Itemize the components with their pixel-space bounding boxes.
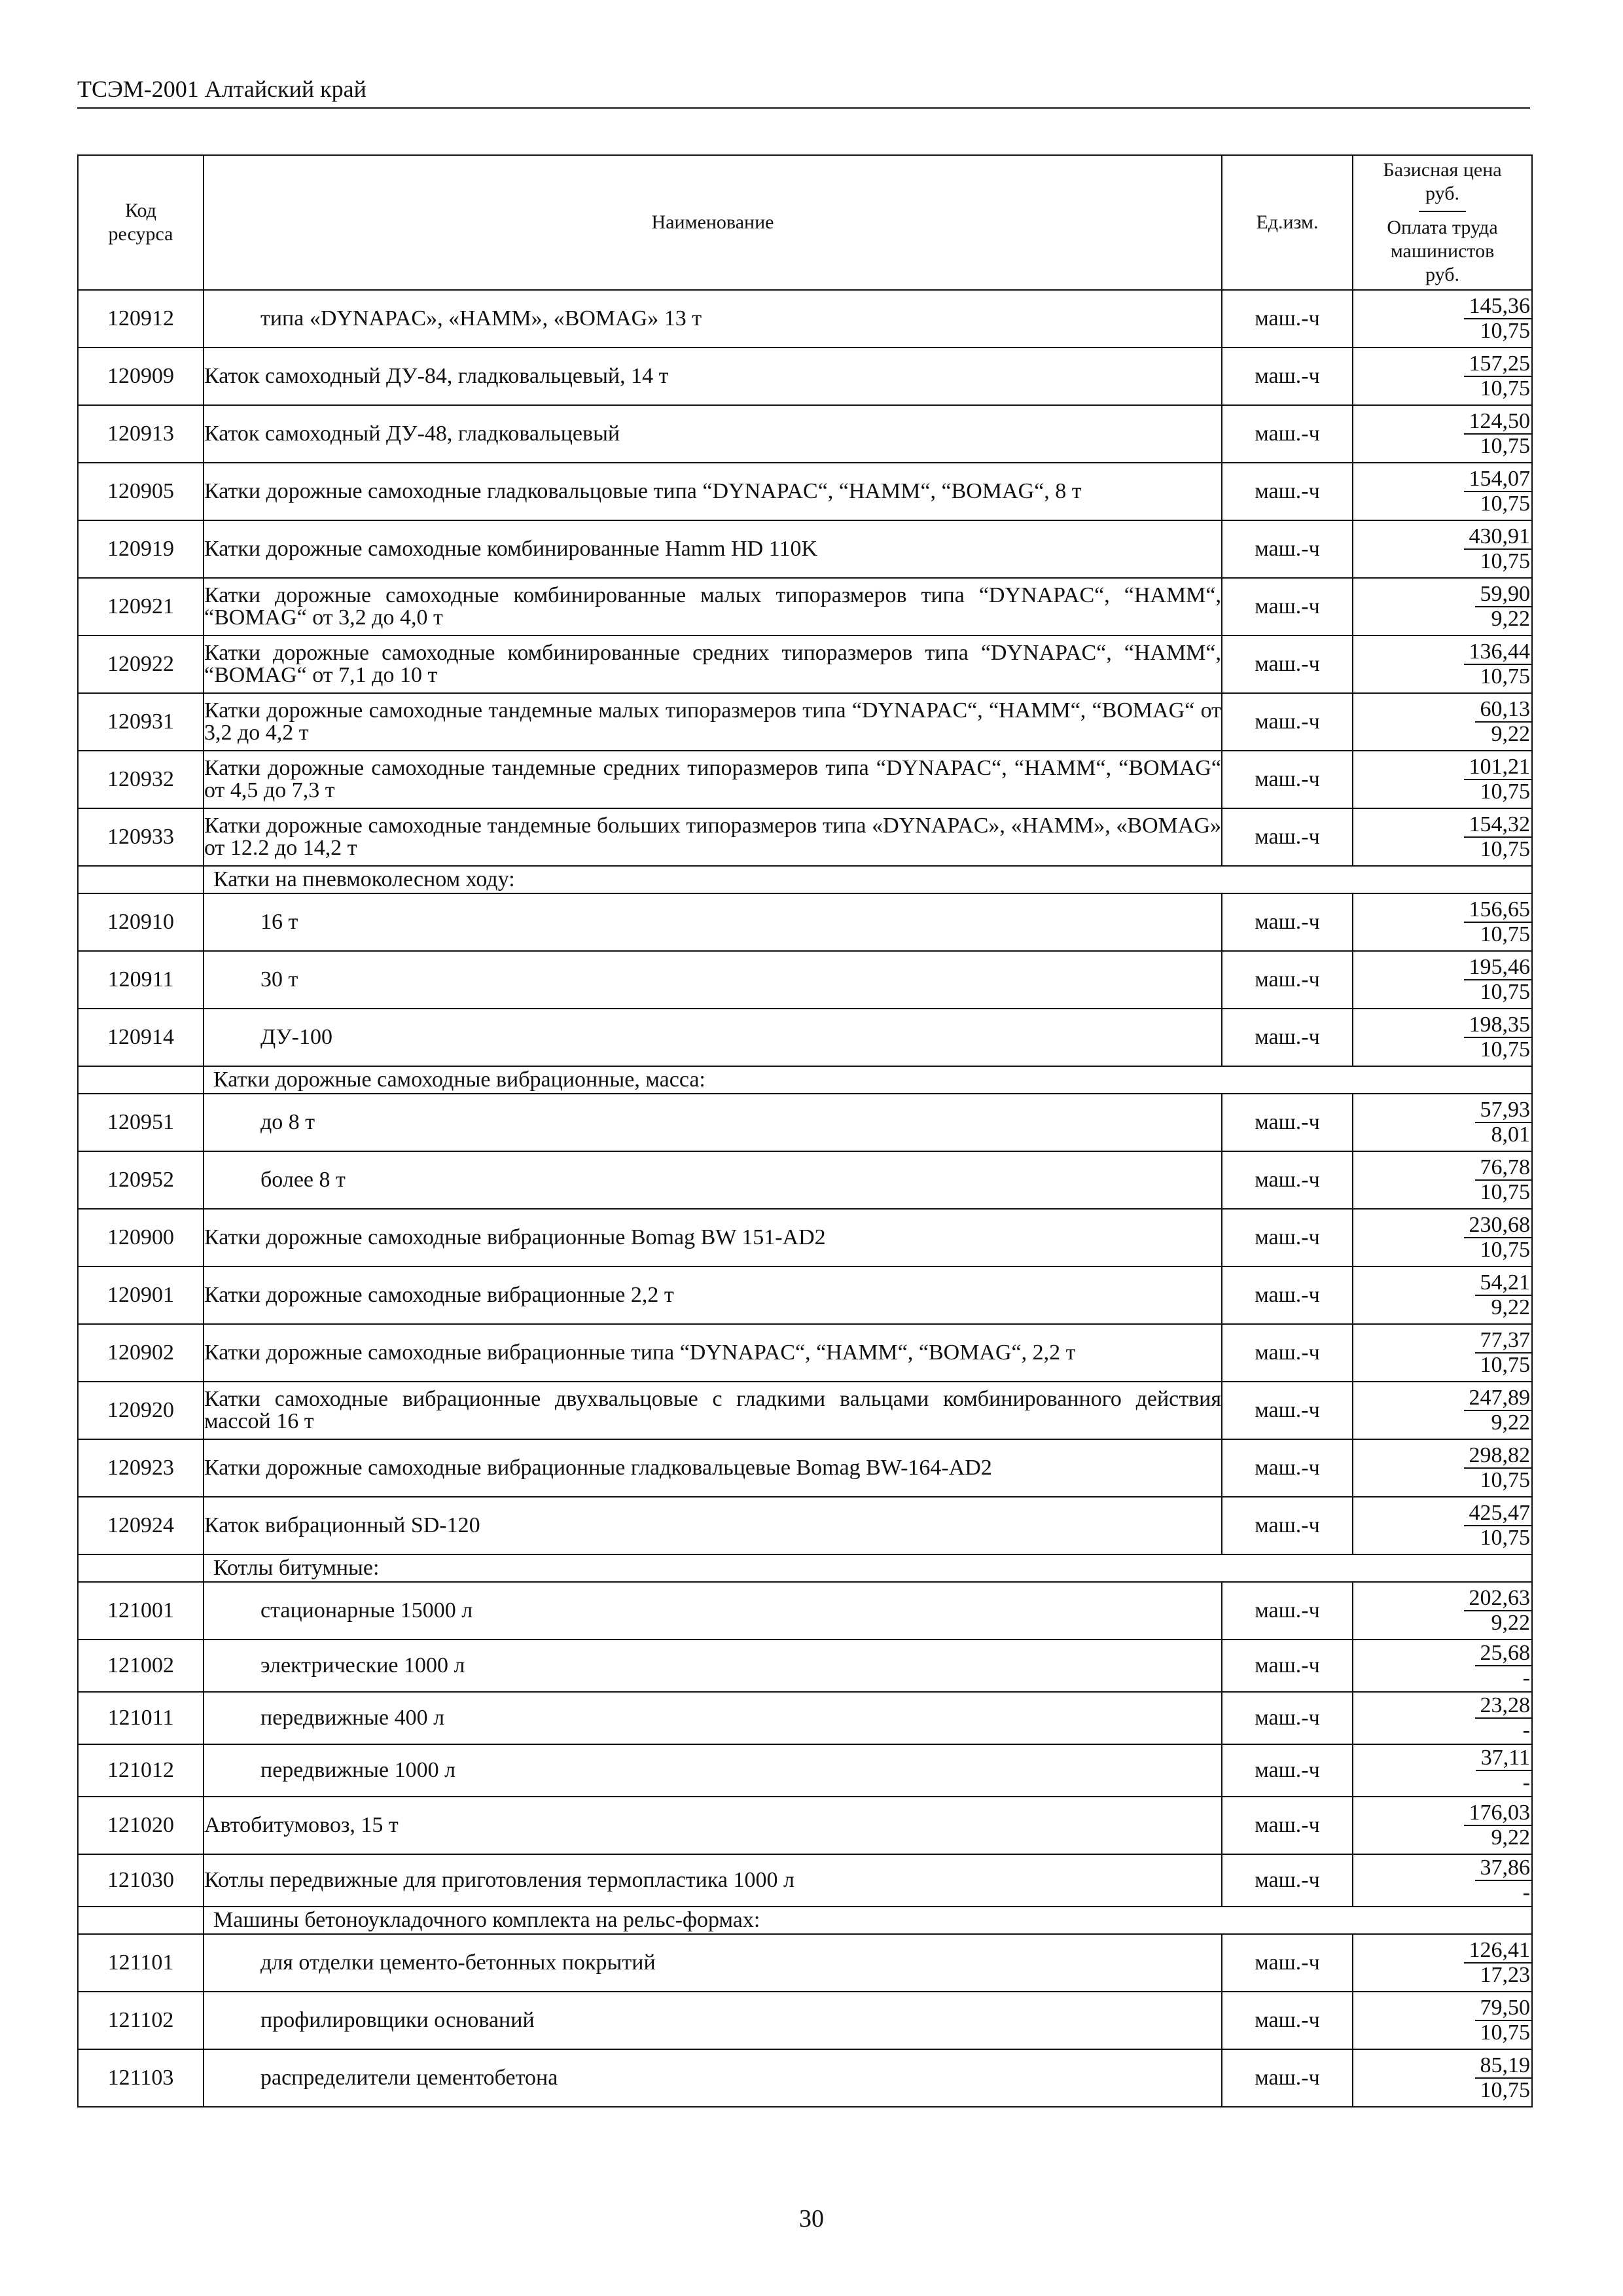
resource-name: Катки дорожные самоходные тандемные малых типоразмеров типа “DYNAPAC“, “HAMM“, “BOMAG“ от 3,2 до 4,2 т — [204, 693, 1222, 751]
unit-of-measure: маш.-ч — [1222, 1797, 1353, 1854]
unit-of-measure: маш.-ч — [1222, 578, 1353, 636]
unit-of-measure: маш.-ч — [1222, 1209, 1353, 1266]
base-price: 101,21 — [1464, 755, 1532, 780]
unit-of-measure: маш.-ч — [1222, 520, 1353, 578]
operator-wage: 9,22 — [1491, 1295, 1530, 1319]
price-fraction — [1464, 1444, 1532, 1492]
resource-name: 16 т — [204, 893, 1222, 951]
resource-name: Катки дорожные самоходные гладковальцовые типа “DYNAPAC“, “HAMM“, “BOMAG“, 8 т — [204, 463, 1222, 520]
resource-name: Котлы передвижные для приготовления термопластика 1000 л — [204, 1854, 1222, 1907]
price-cell — [1353, 520, 1532, 578]
base-price: 430,91 — [1464, 525, 1532, 550]
price-fraction — [1475, 698, 1532, 746]
resource-name: передвижные 1000 л — [204, 1744, 1222, 1797]
operator-wage: 10,75 — [1480, 922, 1530, 946]
base-price: 59,90 — [1475, 583, 1532, 607]
resource-name: передвижные 400 л — [204, 1692, 1222, 1744]
resource-name: Каток самоходный ДУ-48, гладковальцевый — [204, 405, 1222, 463]
resource-code: 120910 — [78, 893, 204, 951]
table-row — [78, 348, 1532, 405]
table-row — [78, 693, 1532, 751]
table-row — [78, 1797, 1532, 1854]
group-heading: Катки на пневмоколесном ходу: — [204, 866, 1532, 893]
base-price: 60,13 — [1475, 698, 1532, 723]
resource-code: 120952 — [78, 1151, 204, 1209]
operator-wage: 10,75 — [1480, 549, 1530, 573]
table-row — [78, 1382, 1532, 1439]
operator-wage: 10,75 — [1480, 1526, 1530, 1550]
table-row — [78, 1744, 1532, 1797]
table-header-row — [78, 155, 1532, 290]
operator-wage: 10,75 — [1480, 1353, 1530, 1377]
price-fraction — [1475, 1694, 1532, 1742]
resource-code: 121102 — [78, 1992, 204, 2049]
resource-code: 120901 — [78, 1266, 204, 1324]
group-heading: Котлы битумные: — [204, 1554, 1532, 1582]
resource-name: Катки дорожные самоходные комбинированные малых типоразмеров типа “DYNAPAC“, “HAMM“, “BOMAG“ от 3,2 до 4,0 т — [204, 578, 1222, 636]
price-cell — [1353, 1209, 1532, 1266]
price-fraction — [1464, 1213, 1532, 1262]
resource-table — [77, 154, 1533, 2108]
price-fraction — [1464, 1587, 1532, 1635]
unit-of-measure: маш.-ч — [1222, 405, 1353, 463]
group-heading-row — [78, 866, 1532, 893]
column-header-code: Код ресурса — [78, 155, 204, 290]
base-price: 57,93 — [1475, 1098, 1532, 1123]
table-row — [78, 1094, 1532, 1151]
resource-name: Катки дорожные самоходные вибрационные типа “DYNAPAC“, “HAMM“, “BOMAG“, 2,2 т — [204, 1324, 1222, 1382]
base-price: 298,82 — [1464, 1444, 1532, 1469]
table-row — [78, 520, 1532, 578]
operator-wage: 9,22 — [1491, 1611, 1530, 1635]
resource-code: 120902 — [78, 1324, 204, 1382]
unit-of-measure: маш.-ч — [1222, 1934, 1353, 1992]
base-price: 198,35 — [1464, 1013, 1532, 1038]
price-cell — [1353, 751, 1532, 808]
unit-of-measure: маш.-ч — [1222, 463, 1353, 520]
operator-wage: 10,75 — [1480, 664, 1530, 689]
price-cell — [1353, 1992, 1532, 2049]
price-cell — [1353, 1640, 1532, 1692]
table-row — [78, 290, 1532, 348]
resource-name: Катки дорожные самоходные комбинированные Hamm HD 110K — [204, 520, 1222, 578]
base-price: 85,19 — [1475, 2054, 1532, 2079]
resource-code: 120932 — [78, 751, 204, 808]
base-price: 195,46 — [1464, 956, 1532, 980]
resource-name: для отделки цементо-бетонных покрытий — [204, 1934, 1222, 1992]
operator-wage: 10,75 — [1480, 1238, 1530, 1262]
resource-name: более 8 т — [204, 1151, 1222, 1209]
price-cell — [1353, 578, 1532, 636]
price-fraction — [1464, 755, 1532, 804]
resource-code: 120951 — [78, 1094, 204, 1151]
unit-of-measure: маш.-ч — [1222, 348, 1353, 405]
operator-wage: 10,75 — [1480, 1468, 1530, 1492]
unit-of-measure: маш.-ч — [1222, 1324, 1353, 1382]
table-row — [78, 893, 1532, 951]
operator-wage: 10,75 — [1480, 319, 1530, 343]
price-cell — [1353, 951, 1532, 1009]
resource-name: распределители цементобетона — [204, 2049, 1222, 2107]
resource-code: 120931 — [78, 693, 204, 751]
resource-name: ДУ-100 — [204, 1009, 1222, 1066]
price-cell — [1353, 1266, 1532, 1324]
table-row — [78, 578, 1532, 636]
unit-of-measure: маш.-ч — [1222, 1094, 1353, 1151]
price-fraction — [1476, 1746, 1531, 1795]
resource-name: Каток самоходный ДУ-84, гладковальцевый, 14 т — [204, 348, 1222, 405]
price-fraction — [1475, 1996, 1532, 2045]
price-fraction — [1475, 1856, 1532, 1905]
base-price: 136,44 — [1464, 640, 1532, 665]
unit-of-measure: маш.-ч — [1222, 1744, 1353, 1797]
unit-of-measure: маш.-ч — [1222, 1992, 1353, 2049]
group-heading-row — [78, 1554, 1532, 1582]
unit-of-measure: маш.-ч — [1222, 1151, 1353, 1209]
resource-name: профилировщики оснований — [204, 1992, 1222, 2049]
unit-of-measure: маш.-ч — [1222, 1439, 1353, 1497]
document-title: ТСЭМ-2001 Алтайский край — [77, 76, 366, 102]
table-row — [78, 1151, 1532, 1209]
group-heading-row — [78, 1907, 1532, 1934]
column-header-price: Базисная цена руб. Оплата труда машинистов руб. — [1353, 155, 1532, 290]
price-cell — [1353, 1439, 1532, 1497]
price-cell — [1353, 348, 1532, 405]
price-cell — [1353, 1934, 1532, 1992]
price-fraction — [1464, 352, 1532, 401]
table-row — [78, 808, 1532, 866]
resource-name: типа «DYNAPAC», «HAMM», «BOMAG» 13 т — [204, 290, 1222, 348]
base-price: 230,68 — [1464, 1213, 1532, 1238]
resource-code: 121002 — [78, 1640, 204, 1692]
page-number: 30 — [799, 2205, 824, 2233]
resource-name: 30 т — [204, 951, 1222, 1009]
operator-wage: 10,75 — [1480, 780, 1530, 804]
resource-code: 121012 — [78, 1744, 204, 1797]
table-row — [78, 1439, 1532, 1497]
table-row — [78, 1209, 1532, 1266]
price-fraction — [1475, 583, 1532, 631]
table-row — [78, 405, 1532, 463]
resource-code: 120921 — [78, 578, 204, 636]
unit-of-measure: маш.-ч — [1222, 2049, 1353, 2107]
table-row — [78, 1497, 1532, 1554]
operator-wage: 9,22 — [1491, 1410, 1530, 1435]
price-fraction — [1464, 525, 1532, 573]
price-cell — [1353, 1009, 1532, 1066]
unit-of-measure: маш.-ч — [1222, 1854, 1353, 1907]
price-cell — [1353, 463, 1532, 520]
table-body — [78, 290, 1532, 2107]
base-price: 23,28 — [1475, 1694, 1532, 1719]
base-price: 176,03 — [1464, 1801, 1532, 1826]
price-fraction — [1475, 1329, 1532, 1377]
resource-code: 121101 — [78, 1934, 204, 1992]
operator-wage: 10,75 — [1480, 492, 1530, 516]
resource-name: Катки самоходные вибрационные двухвальцовые с гладкими вальцами комбинированного действия массой 16 т — [204, 1382, 1222, 1439]
table-row — [78, 1934, 1532, 1992]
unit-of-measure: маш.-ч — [1222, 751, 1353, 808]
resource-name: Каток вибрационный SD-120 — [204, 1497, 1222, 1554]
price-fraction — [1464, 898, 1532, 946]
group-heading-row — [78, 1066, 1532, 1094]
table-row — [78, 636, 1532, 693]
price-fraction — [1464, 467, 1532, 516]
page-header — [77, 73, 1530, 109]
resource-name: Катки дорожные самоходные вибрационные Bomag BW 151-AD2 — [204, 1209, 1222, 1266]
resource-name: Катки дорожные самоходные вибрационные гладковальцевые Bomag BW-164-AD2 — [204, 1439, 1222, 1497]
resource-code: 120909 — [78, 348, 204, 405]
operator-wage: 17,23 — [1480, 1963, 1530, 1987]
operator-wage: 10,75 — [1480, 980, 1530, 1004]
resource-name: Катки дорожные самоходные вибрационные 2,2 т — [204, 1266, 1222, 1324]
price-fraction — [1464, 956, 1532, 1004]
base-price: 37,11 — [1476, 1746, 1531, 1771]
price-cell — [1353, 1497, 1532, 1554]
group-heading: Машины бетоноукладочного комплекта на рельс-формах: — [204, 1907, 1532, 1934]
price-cell — [1353, 808, 1532, 866]
price-fraction — [1475, 1641, 1532, 1690]
table-row — [78, 463, 1532, 520]
resource-code: 120913 — [78, 405, 204, 463]
price-fraction — [1464, 1939, 1532, 1987]
resource-name: стационарные 15000 л — [204, 1582, 1222, 1640]
table-row — [78, 1992, 1532, 2049]
column-header-unit: Ед.изм. — [1222, 155, 1353, 290]
base-price: 157,25 — [1464, 352, 1532, 377]
price-cell — [1353, 1854, 1532, 1907]
operator-wage: 9,22 — [1491, 722, 1530, 746]
resource-code: 120900 — [78, 1209, 204, 1266]
resource-code: 121011 — [78, 1692, 204, 1744]
base-price: 124,50 — [1464, 410, 1532, 435]
base-price: 154,32 — [1464, 813, 1532, 838]
table-row — [78, 1009, 1532, 1066]
resource-code: 120914 — [78, 1009, 204, 1066]
price-cell — [1353, 1744, 1532, 1797]
base-price: 25,68 — [1475, 1641, 1532, 1666]
operator-wage: 8,01 — [1491, 1122, 1530, 1147]
resource-code: 121103 — [78, 2049, 204, 2107]
resource-name: Катки дорожные самоходные тандемные больших типоразмеров типа «DYNAPAC», «HAMM», «BOMAG» от 12.2 до 14,2 т — [204, 808, 1222, 866]
price-cell — [1353, 405, 1532, 463]
price-cell — [1353, 290, 1532, 348]
operator-wage: 10,75 — [1480, 434, 1530, 458]
group-code-cell — [78, 1554, 204, 1582]
resource-code: 120933 — [78, 808, 204, 866]
base-price: 156,65 — [1464, 898, 1532, 923]
unit-of-measure: маш.-ч — [1222, 1382, 1353, 1439]
unit-of-measure: маш.-ч — [1222, 636, 1353, 693]
price-fraction — [1475, 1156, 1532, 1204]
resource-code: 120922 — [78, 636, 204, 693]
price-cell — [1353, 636, 1532, 693]
price-cell — [1353, 1382, 1532, 1439]
price-cell — [1353, 1094, 1532, 1151]
operator-wage: 10,75 — [1480, 1037, 1530, 1062]
column-header-name: Наименование — [204, 155, 1222, 290]
base-price: 145,36 — [1464, 295, 1532, 319]
base-price: 126,41 — [1464, 1939, 1532, 1964]
header-divider — [1419, 211, 1466, 212]
price-cell — [1353, 893, 1532, 951]
price-fraction — [1464, 1013, 1532, 1062]
price-fraction — [1464, 1386, 1532, 1435]
price-cell — [1353, 1797, 1532, 1854]
resource-name: электрические 1000 л — [204, 1640, 1222, 1692]
resource-code: 120920 — [78, 1382, 204, 1439]
unit-of-measure: маш.-ч — [1222, 893, 1353, 951]
price-cell — [1353, 1582, 1532, 1640]
price-fraction — [1464, 410, 1532, 458]
unit-of-measure: маш.-ч — [1222, 1640, 1353, 1692]
operator-wage: 9,22 — [1491, 607, 1530, 631]
unit-of-measure: маш.-ч — [1222, 951, 1353, 1009]
base-price: 37,86 — [1475, 1856, 1532, 1881]
resource-code: 120923 — [78, 1439, 204, 1497]
price-cell — [1353, 1692, 1532, 1744]
price-fraction — [1475, 2054, 1532, 2102]
group-code-cell — [78, 1066, 204, 1094]
unit-of-measure: маш.-ч — [1222, 1582, 1353, 1640]
price-cell — [1353, 1151, 1532, 1209]
price-fraction — [1464, 640, 1532, 689]
resource-code: 120911 — [78, 951, 204, 1009]
resource-code: 121030 — [78, 1854, 204, 1907]
price-cell — [1353, 1324, 1532, 1382]
price-fraction — [1475, 1098, 1532, 1147]
price-fraction — [1464, 813, 1532, 861]
group-heading: Катки дорожные самоходные вибрационные, масса: — [204, 1066, 1532, 1094]
resource-name: Автобитумовоз, 15 т — [204, 1797, 1222, 1854]
resource-code: 120919 — [78, 520, 204, 578]
base-price: 425,47 — [1464, 1501, 1532, 1526]
price-fraction — [1464, 295, 1532, 343]
table-row — [78, 2049, 1532, 2107]
table-row — [78, 1266, 1532, 1324]
table-row — [78, 951, 1532, 1009]
operator-wage: 9,22 — [1491, 1825, 1530, 1850]
price-cell — [1353, 2049, 1532, 2107]
unit-of-measure: маш.-ч — [1222, 290, 1353, 348]
unit-of-measure: маш.-ч — [1222, 1692, 1353, 1744]
table-row — [78, 1582, 1532, 1640]
base-price: 76,78 — [1475, 1156, 1532, 1181]
resource-code: 120912 — [78, 290, 204, 348]
group-code-cell — [78, 1907, 204, 1934]
operator-wage: - — [1522, 1770, 1530, 1795]
operator-wage: 10,75 — [1480, 2020, 1530, 2045]
resource-code: 120905 — [78, 463, 204, 520]
price-fraction — [1464, 1501, 1532, 1550]
unit-of-measure: маш.-ч — [1222, 1009, 1353, 1066]
resource-code: 120924 — [78, 1497, 204, 1554]
resource-name: Катки дорожные самоходные тандемные средних типоразмеров типа “DYNAPAC“, “HAMM“, “BOMAG“ от 4,5 до 7,3 т — [204, 751, 1222, 808]
operator-wage: 10,75 — [1480, 1180, 1530, 1204]
price-cell — [1353, 693, 1532, 751]
resource-name: до 8 т — [204, 1094, 1222, 1151]
base-price: 79,50 — [1475, 1996, 1532, 2021]
operator-wage: 10,75 — [1480, 837, 1530, 861]
resource-code: 121001 — [78, 1582, 204, 1640]
group-code-cell — [78, 866, 204, 893]
table-row — [78, 1692, 1532, 1744]
price-fraction — [1464, 1801, 1532, 1850]
unit-of-measure: маш.-ч — [1222, 808, 1353, 866]
operator-wage: 10,75 — [1480, 376, 1530, 401]
base-price: 54,21 — [1475, 1271, 1532, 1296]
resource-name: Катки дорожные самоходные комбинированные средних типоразмеров типа “DYNAPAC“, “HAMM“, “BOMAG“ от 7,1 до 10 т — [204, 636, 1222, 693]
table-row — [78, 1640, 1532, 1692]
operator-wage: - — [1522, 1666, 1530, 1690]
unit-of-measure: маш.-ч — [1222, 1497, 1353, 1554]
resource-code: 121020 — [78, 1797, 204, 1854]
operator-wage: - — [1522, 1880, 1530, 1905]
base-price: 247,89 — [1464, 1386, 1532, 1411]
unit-of-measure: маш.-ч — [1222, 693, 1353, 751]
base-price: 202,63 — [1464, 1587, 1532, 1611]
table-row — [78, 751, 1532, 808]
base-price: 154,07 — [1464, 467, 1532, 492]
unit-of-measure: маш.-ч — [1222, 1266, 1353, 1324]
operator-wage: 10,75 — [1480, 2078, 1530, 2102]
base-price: 77,37 — [1475, 1329, 1532, 1354]
table-row — [78, 1854, 1532, 1907]
operator-wage: - — [1522, 1718, 1530, 1742]
table-row — [78, 1324, 1532, 1382]
price-fraction — [1475, 1271, 1532, 1319]
